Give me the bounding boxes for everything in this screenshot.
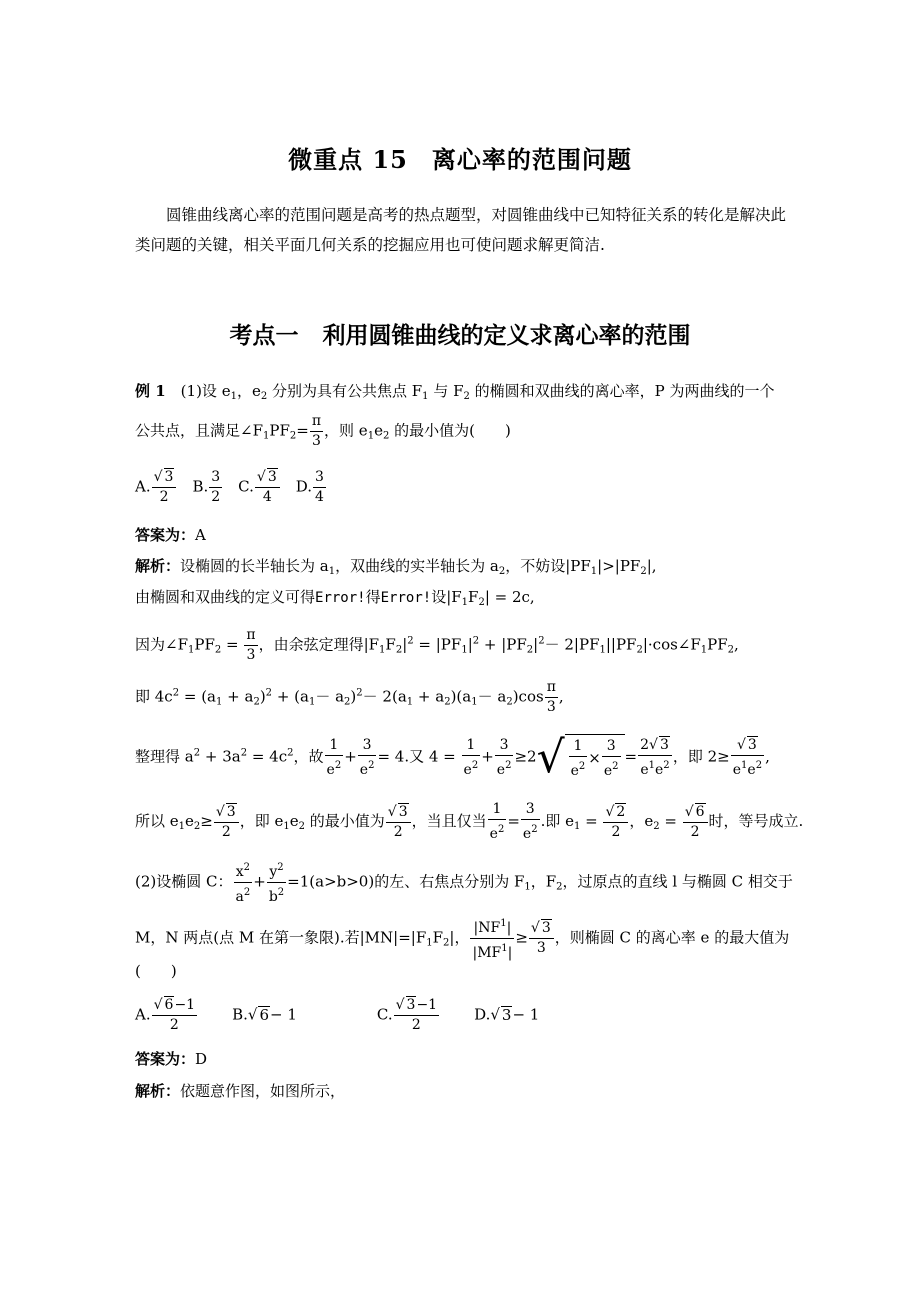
page-title — [0, 140, 920, 175]
section-heading — [0, 317, 920, 350]
solution-1-line-5: 整理得 $a^2 + 3a^2 = 4c^2$，故 $\frac{1}{e^2}$ + $\frac{3}{e^2}$ = 4.又 4 = $\frac{1}{e^2}$ + $\frac{3}{e^2}$ ≥2√ $\frac{1}{e^2}$ × $\frac{3}{e^2}$ = $\frac{2√ 3}{e^1e^2}$ ，即 2≥ $\frac{√ 3}{e^1e^2}$ , — [135, 731, 770, 783]
section-topic: 利用圆锥曲线的定义求离心率的范围 — [322, 322, 691, 349]
answer-2-label: 答案为： — [135, 1050, 196, 1068]
title-number: 微重点 15 — [288, 145, 408, 174]
question-1-options: A. $\frac{√ 3}{2}$ B. $\frac{3}{2}$ C. $\frac{√ 3}{4}$ D. $\frac{3}{4}$ — [135, 469, 324, 505]
intro-paragraph: 圆锥曲线离心率的范围问题是高考的热点题型，对圆锥曲线中已知特征关系的转化是解决此类问题的关键，相关平面几何关系的挖掘应用也可使问题求解更简洁. — [135, 206, 787, 254]
solution-1-line-3: 因为$\angle F_1PF_2$ = $\frac{\pi}{3}$ ，由余弦定理得$|F_1F_2|^2 = |PF_1|^2 + |PF_2|^2-$ $2|PF_1||PF_2|\cdot\cos\angle F_1PF_2$, — [135, 627, 739, 663]
question-1-line-1: 例 1 (1)设 $e_1$，$e_2$ 分别为具有公共焦点 $F_1$ 与 $F_2$ 的椭圆和双曲线的离心率，P 为两曲线的一个 — [135, 382, 775, 402]
answer-1-value: A — [195, 526, 206, 544]
section-number: 考点一 — [229, 322, 299, 349]
solution-1-line-2: 由椭圆和双曲线的定义可得Error!得Error!设$|F_1F_2| = 2c$, — [135, 588, 535, 608]
question-1-line-2: 公共点，且满足$\angle F_1PF_2=$ $\frac{\pi}{3}$ ，则 $e_1e_2$ 的最小值为( ) — [135, 413, 511, 449]
example-label: 例 1 — [135, 382, 166, 400]
solution-1-line-6: 所以 $e_1e_2\ge$ $\frac{√ 3}{2}$ ，即 $e_1e_2$ 的最小值为 $\frac{√ 3}{2}$ ，当且仅当 $\frac{1}{e^2}$ = $\frac{3}{e^2}$ .即 $e_1$ = $\frac{√ 2}{2}$ ，$e_2$ = $\frac{√ 6}{2}$ 时，等号成立. — [135, 801, 804, 842]
question-2-options: A. $\frac{√ 6-1}{2}$ B.√ 6− 1 C. $\frac{√ 3-1}{2}$ D.√ 3− 1 — [135, 997, 540, 1033]
question-2-line-3: ( ) — [135, 962, 177, 980]
solution-1-line-1: 解析：设椭圆的长半轴长为 $a_1$，双曲线的实半轴长为 $a_2$，不妨设$|PF_1|>|PF_2|$, — [135, 557, 657, 577]
analysis-1-label: 解析： — [135, 557, 181, 575]
question-2-line-2: M，N 两点(点 M 在第一象限).若$|MN|=|F_1F_2|$， $\frac{|NF^1|}{|MF^1|}$ ≥ $\frac{√ 3}{3}$ ，则椭圆 C 的离心率 e 的最大值为 — [135, 914, 789, 963]
answer-1-label: 答案为： — [135, 526, 196, 544]
solution-2-line-1 — [135, 1080, 345, 1101]
question-2-line-1: (2)设椭圆 C： $\frac{x^2}{a^2}$ + $\frac{y^2}{b^2}$ =1(a>b>0)的左、右焦点分别为 $F_1$，$F_2$，过原点的直线 l 与椭圆 C 相交于 — [135, 858, 793, 907]
title-topic: 离心率的范围问题 — [431, 145, 632, 174]
solution-1-line-4: 即 $4c^2 = (a_1 + a_2)^2 + (a_1- a_2)^2- 2(a_1 + a_2)(a_1- a_2)\cos$ $\frac{\pi}{3}$ , — [135, 679, 564, 715]
solution-2-text: 依题意作图，如图所示， — [180, 1082, 346, 1100]
analysis-2-label: 解析： — [135, 1082, 181, 1100]
answer-2 — [135, 1048, 207, 1069]
answer-2-value: D — [195, 1050, 208, 1068]
answer-1 — [135, 524, 206, 545]
